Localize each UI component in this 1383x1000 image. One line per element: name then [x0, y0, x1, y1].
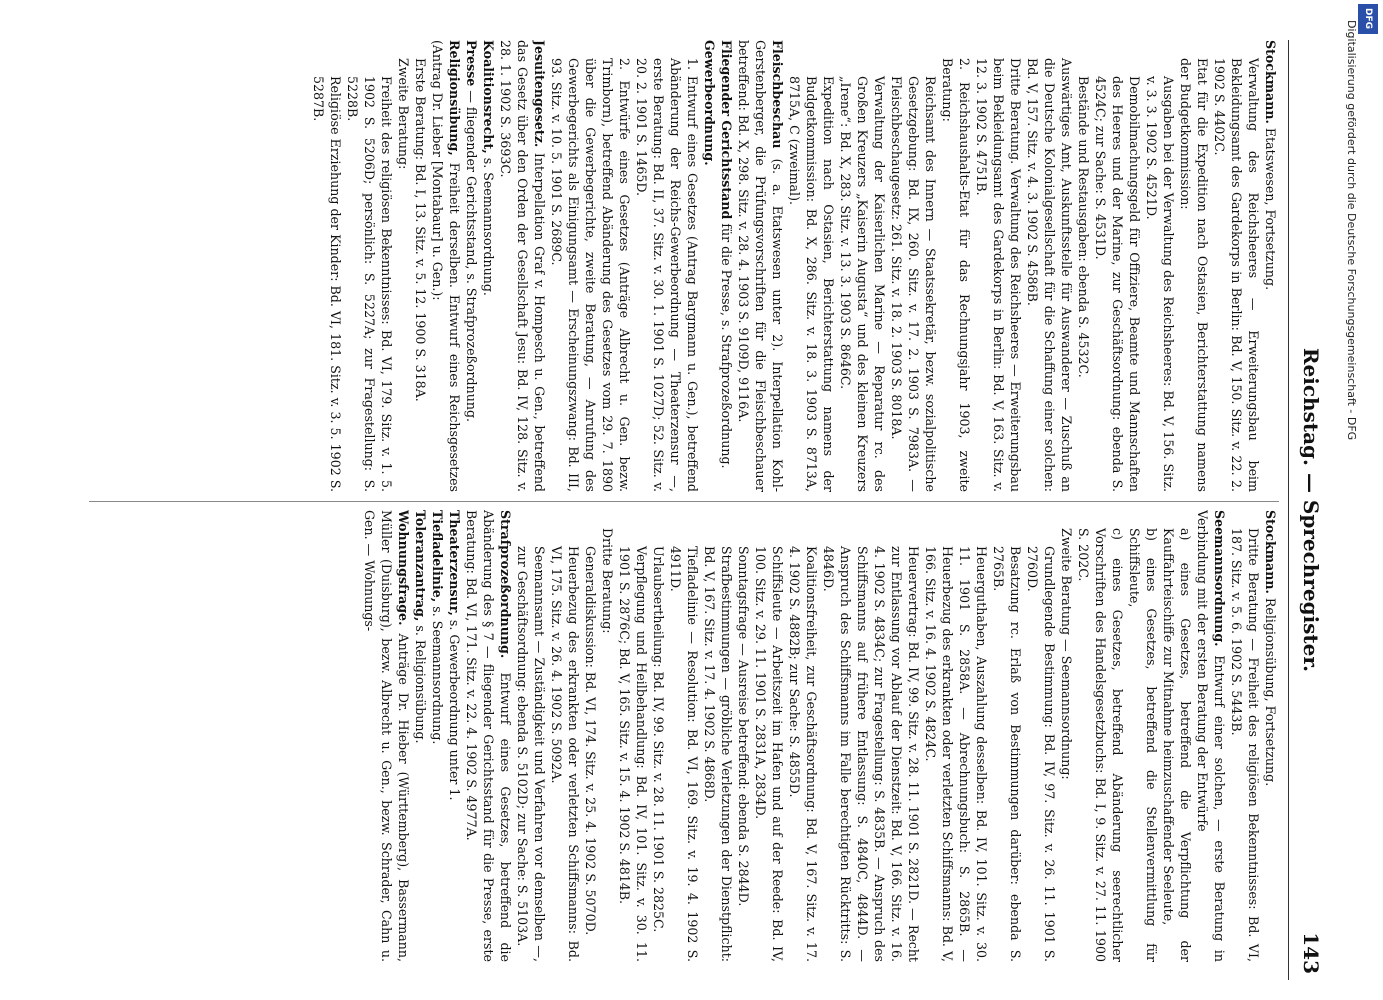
entry-text: Dritte Beratung — Freiheit des religiösen Bekenntnisses: Bd. VI, 187. Sitz. v. 5. 6. 1902 S. 5443B.: [1229, 528, 1261, 962]
index-entry: [395, 58, 412, 492]
index-entry: [1058, 528, 1075, 962]
index-entry: [735, 40, 786, 492]
index-entry: [1262, 510, 1279, 962]
index-entry: [463, 510, 514, 962]
entry-text: 2. Entwürfe eines Gesetzes (Anträge Albrecht u. Gen. bezw. Trimborn), betreffend Abänderung des Gesetzes vom 29. 7. 1890 über die Gewerbegerichte, zweite Beratung, — Anrufung des Gewerbegerichts als Einigungsamt — Erscheinungszwang: Bd. III, 93. Sitz. v. 10. 5. 1901 S. 2689C.: [549, 58, 632, 492]
entry-text: Religiöse Erziehung der Kinder: Bd. VI, 181. Sitz. v. 3. 5. 1902 S. 5287B.: [311, 76, 343, 492]
index-entry: [786, 546, 820, 962]
index-entry: [548, 546, 582, 962]
entry-text: Zweite Beratung — Seemannsordnung:: [1059, 528, 1074, 780]
entry-text: Bestände und Restausgaben: ebenda S. 4532C.: [1076, 76, 1091, 378]
entry-keyword: Seemannsordnung.: [1212, 510, 1227, 647]
index-entry: [701, 546, 735, 962]
index-entry: [412, 58, 429, 492]
entry-keyword: Jesuitengesetz.: [532, 40, 547, 148]
entry-text: s. Seemannsordnung.: [430, 606, 445, 745]
entry-text: Koalitionsfreiheit, zur Geschäftsordnung: Bd. V, 167. Sitz. v. 17. 4. 1902 S. 4882B; zur Sache: S. 4855D.: [787, 546, 819, 962]
entry-keyword: Gewerbeordnung.: [702, 40, 717, 166]
index-entry: [1092, 76, 1143, 492]
entry-text: Interpellation Graf v. Hompesch u. Gen., betreffend das Gesetz über den Orden der Gesellschaft Jesu: Bd. IV, 128. Sitz. v. 28. 1. 1902 S. 3693C.: [498, 40, 547, 492]
entry-text: Strafbestimmungen — gröbliche Verletzungen der Dienstpflicht: Bd. V, 167. Sitz. v. 17. 4. 1902 S. 4868D.: [702, 546, 734, 962]
index-entry: [310, 76, 344, 492]
entry-text: s. Seemannsordnung.: [481, 157, 496, 296]
index-entry: [497, 40, 548, 492]
entry-text: Religionsübung, Fortsetzung.: [1263, 597, 1278, 787]
entry-text: 1. Entwurf eines Gesetzes (Antrag Bargmann u. Gen.), betreffend Abänderung der Reichs-Gewerbeordnung — Theaterzensur —, erste Beratung: Bd. II, 37. Sitz. v. 30. 1. 1901 S. 1027D; 52. Sitz. v. 20. 2. 1901 S. 1465D.: [634, 58, 700, 492]
index-entry: [1024, 546, 1058, 962]
entry-keyword: Religionsübung,: [447, 40, 462, 156]
entry-text: Schiffsleute — Arbeitszeit im Hafen und auf der Reede: Bd. IV, 100. Sitz. v. 29. 11. 1901 S. 2831A, 2834D.: [753, 546, 785, 962]
entry-text: c) eines Gesetzes, betreffend Abänderung seerechtlicher Vorschriften des Handelsgesetzbuchs: Bd. I, 9. Sitz. v. 27. 11. 1900 S. 202C.: [1076, 528, 1125, 962]
entry-text: Heuervertrag: Bd. IV, 99. Sitz. v. 28. 11. 1901 S. 2821D. — Recht zur Entlassung vor Ablauf der Dienstzeit: Bd. V, 166. Sitz. v. 16. 4. 1902 S. 4834C; zur Fragestellung: S. 4835B. — Anspruch des Schiffsmanns auf frühere Entlassung: S. 4840C, 4844D. — Anspruch des Schiffsmanns im Falle berechtigten Rücktritts: S. 4846D.: [821, 546, 921, 962]
entry-text: Freiheit derselben. Entwurf eines Reichsgesetzes (Antrag Dr. Lieber [Montabaur] u. Gen.):: [430, 40, 462, 492]
index-entry: [1194, 510, 1228, 962]
index-entry: [446, 510, 463, 962]
index-entry: [922, 546, 990, 962]
entry-text: — fliegender Gerichtsstand, s. Strafprozeßordnung.: [464, 90, 479, 423]
index-entry: [1177, 58, 1211, 492]
entry-text: Freiheit des religiösen Bekenntnisses: Bd. VI, 179. Sitz. v. 1. 5. 1902 S. 5206D; persönlich: S. 5227A; zur Fragestellung: S. 5228B.: [345, 76, 394, 492]
index-entry: [344, 76, 395, 492]
index-entry: [718, 40, 735, 492]
entry-keyword: Toleranzantrag,: [413, 510, 428, 622]
entry-keyword: Theaterzensur,: [447, 510, 462, 616]
entry-text: Heuerguthaben, Auszahlung desselben: Bd. IV, 101. Sitz. v. 30. 11. 1901 S. 2858A. — Abrechnungsbuch: S. 2865B. — Heuerbezug des erkrankten oder verletzten Schiffsmanns: Bd. V, 166. Sitz. v. 16. 4. 1902 S. 4824C.: [923, 546, 989, 962]
entry-text: s. Religionsübung.: [413, 625, 428, 744]
entry-text: Dritte Beratung:: [600, 528, 615, 634]
entry-text: a) eines Gesetzes, betreffend die Verpflichtung der Kauffahrteischiffe zur Mitnahme heimzuschaffender Seeleute,: [1161, 528, 1193, 962]
entry-text: Etatswesen, Fortsetzung.: [1263, 127, 1278, 291]
entry-text: Sonntagsfrage — Ausreise betreffend: ebenda S. 2844D.: [736, 546, 751, 907]
index-entry: [735, 546, 752, 962]
index-entry: [1126, 528, 1160, 962]
entry-text: Dritte Beratung. Verwaltung des Reichsheeres — Erweiterungsbau beim Bekleidungsamt des Gardekorps in Berlin: Bd. V, 163. Sitz. v. 12. 3. 1902 S. 4751B.: [974, 58, 1023, 492]
entry-text: b) eines Gesetzes, betreffend die Stellenvermittlung für Schiffsleute,: [1127, 528, 1159, 962]
entry-text: Etat für die Expedition nach Ostasien, Berichterstattung namens der Budgetkommission:: [1178, 58, 1210, 492]
index-entry: [616, 546, 650, 962]
entry-keyword: Presse: [464, 40, 479, 87]
entry-text: Verwaltung des Reichsheeres — Erweiterungsbau beim Bekleidungsamt des Gardekorps in Berlin: Bd. V, 150. Sitz. v. 22. 2. 1902 S. 4402C.: [1212, 58, 1261, 492]
index-entry: [412, 510, 429, 962]
index-entry: [1211, 58, 1262, 492]
index-entry: [888, 76, 939, 492]
digitization-note: Digitalisierung gefördert durch die Deutsche Forschungsgemeinschaft - DFG: [1345, 20, 1358, 441]
running-title: Reichstag. — Sprechregister.: [1299, 347, 1323, 673]
entry-keyword: Tiefladelinie,: [430, 510, 445, 603]
entry-text: Verpflegung und Heilbehandlung: Bd. IV, 101. Sitz. v. 30. 11. 1901 S. 2876C; Bd. V, 165. Sitz. v. 15. 4. 1902 S. 4814B.: [617, 546, 649, 962]
entry-keyword: Koalitionsrecht,: [481, 40, 496, 154]
left-column: [79, 40, 1279, 492]
index-entry: [429, 510, 446, 962]
index-entry: [548, 58, 633, 492]
index-entry: [650, 546, 667, 962]
entry-text: Heuerbezug des erkrankten oder verletzten Schiffsmanns: Bd. VI, 175. Sitz. v. 26. 4. 1902 S. 5092A.: [549, 546, 581, 962]
entry-text: Reichsamt des Innern — Staatssekretär, bezw. sozialpolitische Gesetzgebung: Bd. IX, 260. Sitz. v. 17. 2. 1903 S. 7983A. — Fleischbeschaugesetz: 261. Sitz. v. 18. 2. 1903 S. 8018A.: [889, 76, 938, 492]
entry-text: Generaldiskussion: Bd. VI, 174. Sitz. v. 25. 4. 1902 S. 5070D.: [583, 546, 598, 936]
index-entry: [599, 528, 616, 962]
entry-text: Seemannsamt — Zuständigkeit und Verfahren vor demselben —, zur Geschäftsordnung: ebenda S. 5102D; zur Sache: S. 5103A.: [515, 546, 547, 962]
dfg-logo: DFG: [1358, 4, 1378, 34]
entry-text: für die Presse, s. Strafprozeßordnung.: [719, 223, 734, 469]
entry-text: Besatzung rc. Erlaß von Bestimmungen darüber: ebenda S. 2765B.: [991, 546, 1023, 962]
page-header: [1288, 40, 1329, 980]
entry-text: Entwurf einer solchen, — erste Beratung in Verbindung mit der ersten Beratung der Entwürfe: [1195, 510, 1227, 962]
entry-text: Verwaltung der Kaiserlichen Marine — Reparatur rc. des Großen Kreuzers „Kaiserin Augusta“ und des kleinen Kreuzers „Irene“: Bd. X, 283. Sitz. v. 13. 3. 1903 S. 8646C.: [838, 76, 887, 492]
entry-text: 2. Reichshaushalts-Etat für das Rechnungsjahr 1903, zweite Beratung:: [940, 58, 972, 492]
entry-text: Demobilmachungsgeld für Offiziere, Beamte und Mannschaften des Heeres und der Marine, zur Geschäftsordnung: ebenda S. 4524C; zur Sache: S. 4531D.: [1093, 76, 1142, 492]
entry-keyword: Stockmann.: [1263, 510, 1278, 594]
entry-text: Zweite Beratung:: [396, 58, 411, 170]
entry-text: Grundlegende Bestimmung: Bd. IV, 97. Sitz. v. 26. 11. 1901 S. 2760D.: [1025, 546, 1057, 962]
index-entry: [463, 40, 480, 492]
column-divider: [89, 501, 1279, 502]
index-entry: [1075, 528, 1126, 962]
entry-keyword: Fleischbeschau: [770, 40, 785, 149]
index-entry: [939, 58, 973, 492]
rotated-page-content: [69, 40, 1329, 980]
index-entry: [1262, 40, 1279, 492]
entry-text: Auswärtiges Amt, Auskunftsstelle für Auswanderer — Zuschuß an die Deutsche Kolonialgesellschaft für die Schaffung einer solchen: Bd. V, 157. Sitz. v. 4. 3. 1902 S. 4586B.: [1025, 58, 1074, 492]
entry-text: (s. a. Etatswesen unter 2). Interpellation Kohl-Gerstenberger, die Prüfungsvorschriften für die Fleischbeschauer betreffend: Bd. X, 298. Sitz. v. 28. 4. 1903 S. 9109D, 9116A.: [736, 40, 785, 492]
index-entry: [582, 546, 599, 962]
page-number: 143: [1299, 932, 1323, 974]
index-entry: [514, 546, 548, 962]
entry-text: Erste Beratung: Bd. I, 13. Sitz. v. 5. 12. 1900 S. 318A.: [413, 58, 428, 402]
entry-text: s. Gewerbeordnung unter 1.: [447, 619, 462, 801]
entry-keyword: Stockmann.: [1263, 40, 1278, 124]
index-entry: [701, 40, 718, 492]
index-entry: [752, 546, 786, 962]
index-entry: [1160, 528, 1194, 962]
index-entry: [990, 546, 1024, 962]
entry-text: Tiefladelinie — Resolution: Bd. VI, 169. Sitz. v. 19. 4. 1902 S. 4911D.: [668, 546, 700, 962]
index-entry: [667, 546, 701, 962]
index-entry: [361, 510, 412, 962]
index-entry: [837, 76, 888, 492]
index-entry: [429, 40, 463, 492]
index-entry: [1143, 76, 1177, 492]
entry-text: Ausgaben bei der Verwaltung des Reichsheeres: Bd. V, 156. Sitz. v. 3. 3. 1902 S. 4521D.: [1144, 76, 1176, 492]
index-entry: [633, 58, 701, 492]
index-entry: [1075, 76, 1092, 492]
index-entry: [480, 40, 497, 492]
entry-text: Urlaubsertheilung: Bd. IV, 99. Sitz. v. 28. 11. 1901 S. 2825C.: [651, 546, 666, 933]
entry-keyword: Wohnungsfrage.: [396, 510, 411, 626]
index-entry: [1228, 528, 1262, 962]
index-entry: [1024, 58, 1075, 492]
entry-text: Anträge Dr. Hieber (Württemberg), Bassermann, Müller (Duisburg), bezw. Albrecht u. Gen., bezw. Schrader, Cahn u. Gen. — Wohnungs-: [362, 510, 411, 962]
entry-keyword: Strafprozeßordnung.: [498, 510, 513, 659]
entry-text: Entwurf eines Gesetzes, betreffend die Abänderung des § 7 — fliegender Gerichtsstand für die Presse, erste Beratung: Bd. VI, 171. Sitz. v. 22. 4. 1902 S. 4977A.: [464, 510, 513, 962]
entry-text: Expedition nach Ostasien, Berichterstattung namens der Budgetkommission: Bd. X, 286. Sitz. v. 18. 3. 1903 S. 8713A, 8715A, C (zweimal).: [787, 76, 836, 492]
index-entry: [820, 546, 922, 962]
entry-keyword: Fliegender Gerichtsstand: [719, 40, 734, 220]
right-column: [79, 510, 1279, 962]
index-entry: [786, 76, 837, 492]
index-entry: [973, 58, 1024, 492]
